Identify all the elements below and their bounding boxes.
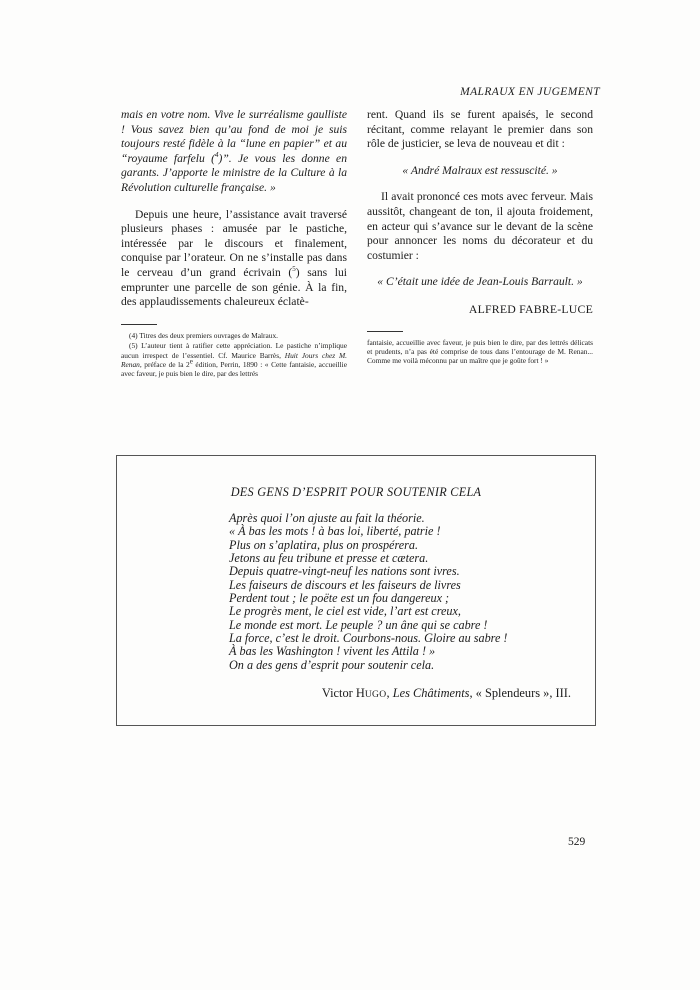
poem-box <box>116 455 596 726</box>
quote-continuation: mais en votre nom. Vive le surréalisme gaulliste ! Vous savez bien qu’au fond de moi je suis toujours resté fidèle à la “lune en papier” et au “royaume farfelu ($^4$)”. Je vous les donne en garants. J’apporte le ministre de la Culture à la Révolution culturelle française. » <box>121 108 347 194</box>
poem-line: La force, c’est le droit. Courbons-nous. Gloire au sabre ! <box>229 631 508 646</box>
footnote-5: (5) L’auteur tient à ratifier cette appréciation. Le pastiche n’implique aucun irrespect de l’essentiel. Cf. Maurice Barrès, Huit Jours chez M. Renan, préface de la 2e édition, Perrin, 1890 : « Cette fantaisie, accueillie avec faveur, je puis bien le dire, par des lettrés <box>121 341 347 379</box>
author-signature: ALFRED FABRE-LUCE <box>468 301 593 316</box>
footnote-rule <box>121 324 157 325</box>
body-paragraph: Depuis une heure, l’assistance avait traversé plusieurs phases : amusée par le pastiche, intéressée par le discours et finalement, conquise par l’orateur. On ne s’installe pas dans le cerveau d’un grand écrivain ($^5$) sans lui emprunter une parcelle de son génie. À la fin, des applaudissements chaleureux éclatè- <box>121 207 347 309</box>
poem-line: Le monde est mort. Le peuple ? un âne qui se cabre ! <box>229 617 488 632</box>
quote-barrault: « C’était une idée de Jean-Louis Barrault. » <box>377 275 583 289</box>
poem-line: On a des gens d’esprit pour soutenir cela. <box>229 657 435 672</box>
body-paragraph-continued: rent. Quand ils se furent apaisés, le second récitant, comme relayant le premier dans son rôle de justicier, se leva de nouveau et dit : <box>367 108 593 151</box>
footnote-continuation: fantaisie, accueillie avec faveur, je puis bien le dire, par des lettrés délicats et prudents, n’a pas été comprise de tous dans l’entourage de M. Renan... Comme me voilà méconnu par un maître que je goûte fort ! » <box>367 337 593 366</box>
poem <box>229 512 507 672</box>
quote-ressuscite: « André Malraux est ressuscité. » <box>402 163 558 177</box>
poem-line: Jetons au feu tribune et presse et cætera. <box>229 551 429 566</box>
poem-line: « À bas les mots ! à bas loi, liberté, patrie ! <box>229 524 441 539</box>
footnotes <box>121 331 347 379</box>
running-head: MALRAUX EN JUGEMENT <box>460 86 600 98</box>
poem-line: À bas les Washington ! vivent les Attila ! » <box>229 644 436 659</box>
poem-attribution: Victor HUGO, Les Châtiments, « Splendeurs », III. <box>321 686 571 700</box>
footnote-4: (4) Titres des deux premiers ouvrages de Malraux. <box>129 330 279 340</box>
poem-line: Après quoi l’on ajuste au fait la théorie. <box>229 511 425 525</box>
note-ref-4: 4 <box>215 150 219 159</box>
poem-title: DES GENS D’ESPRIT POUR SOUTENIR CELA <box>230 485 482 499</box>
poem-line: Plus on s’aplatira, plus on prospérera. <box>229 537 419 552</box>
poem-line: Le progrès ment, le ciel est vide, l’art est creux, <box>229 604 461 619</box>
poem-line: Depuis quatre-vingt-neuf les nations sont ivres. <box>229 564 460 579</box>
poem-line: Les faiseurs de discours et les faiseurs de livres <box>229 577 461 592</box>
poem-line: Perdent tout ; le poëte est un fou dangereux ; <box>229 591 450 606</box>
right-column <box>367 108 593 367</box>
body-paragraph-2: Il avait prononcé ces mots avec ferveur. Mais aussitôt, changeant de ton, il ajouta froidement, en acteur qui s’avance sur le devant de la scène pour annoncer les noms du décorateur et du costumier : <box>367 190 593 262</box>
left-column <box>121 108 347 380</box>
footnote-rule <box>367 331 403 332</box>
note-ref-5: 5 <box>292 265 296 274</box>
page-number: 529 <box>568 836 586 848</box>
